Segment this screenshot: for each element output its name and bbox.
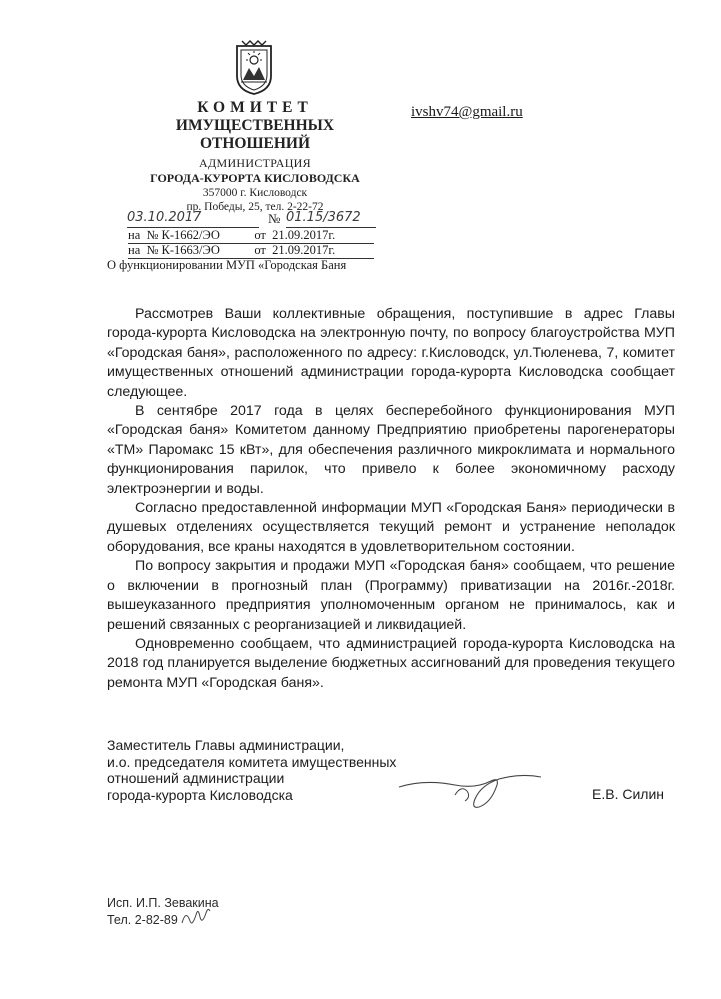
- paragraph: Рассмотрев Ваши коллективные обращения, поступившие в адрес Главы города-курорта Кисловодска на электронную почту, по вопросу благоустройства МУП «Городская баня», расположенного по адресу: г.Кисловодск, ул.Тюленева, 7, комитет имущественных отношений администрации города-курорта Кисловодска сообщает следующее.: [107, 306, 675, 400]
- coat-of-arms-icon: [231, 40, 277, 96]
- signatory-line: Заместитель Главы администрации,: [107, 737, 345, 753]
- paragraph: В сентябре 2017 года в целях бесперебойного функционирования МУП «Городская баня» Комитетом данному Предприятию приобретены парогенераторы «ТМ» Паромакс 15 кВт», для обеспечения различного микроклимата и нормального функционирования парилок, что привело к более экономичному расходу электроэнергии и воды.: [107, 403, 675, 497]
- executor-name: Исп. И.П. Зевакина: [107, 896, 219, 910]
- recipient-email: ivshv74@gmail.ru: [411, 104, 523, 120]
- paragraph: По вопросу закрытия и продажи МУП «Городская баня» сообщаем, что решение о включении в прогнозный план (Программу) приватизации на 2016г.-2018г. вышеуказанного предприятия уполномоченным органом не принималось, как и решений связанных с реорганизацией и ликвидацией.: [107, 558, 675, 633]
- postal-address: 357000 г. Кисловодск: [202, 187, 308, 199]
- letter-body: [107, 305, 675, 693]
- number-sign: №: [268, 211, 281, 226]
- registration-date-line: [127, 212, 259, 228]
- signatory-name: Е.В. Силин: [592, 786, 664, 802]
- committee-title-line2: ИМУЩЕСТВЕННЫХ: [175, 117, 335, 134]
- signatory-title: [107, 737, 396, 803]
- registration-number: 01.15/3672: [286, 210, 361, 225]
- committee-title: КОМИТЕТ: [197, 99, 313, 116]
- executor-phone: Тел. 2-82-89: [107, 913, 178, 927]
- handwritten-signature: [395, 765, 545, 815]
- administration-label: АДМИНИСТРАЦИЯ: [199, 156, 311, 170]
- registration-date: 03.10.2017: [127, 210, 202, 225]
- signatory-line: отношений администрации: [107, 770, 285, 786]
- reference-2: на № К-1663/ЭО от 21.09.2017г.: [128, 243, 374, 259]
- letter-subject: О функционировании МУП «Городская Баня: [107, 258, 347, 272]
- initials-mark: [178, 903, 214, 929]
- city-label: ГОРОДА-КУРОРТА КИСЛОВОДСКА: [150, 171, 360, 185]
- paragraph: Одновременно сообщаем, что администрацией города-курорта Кисловодска на 2018 год планируется выделение бюджетных ассигнований для проведения текущего ремонта МУП «Городская баня».: [107, 635, 675, 691]
- signatory-line: города-курорта Кисловодска: [107, 786, 293, 803]
- street-address: пр. Победы, 25, тел. 2-22-72: [186, 201, 324, 213]
- paragraph: Согласно предоставленной информации МУП «Городская Баня» периодически в душевых отделениях осуществляется текущий ремонт и устранение неполадок оборудования, все краны находятся в удовлетворительном состоянии.: [107, 500, 675, 555]
- registration-number-line: [286, 212, 376, 228]
- reference-1: на № К-1662/ЭО от 21.09.2017г.: [128, 228, 374, 244]
- signatory-line: и.о. председателя комитета имущественных: [107, 753, 397, 770]
- committee-title-line3: ОТНОШЕНИЙ: [199, 135, 311, 152]
